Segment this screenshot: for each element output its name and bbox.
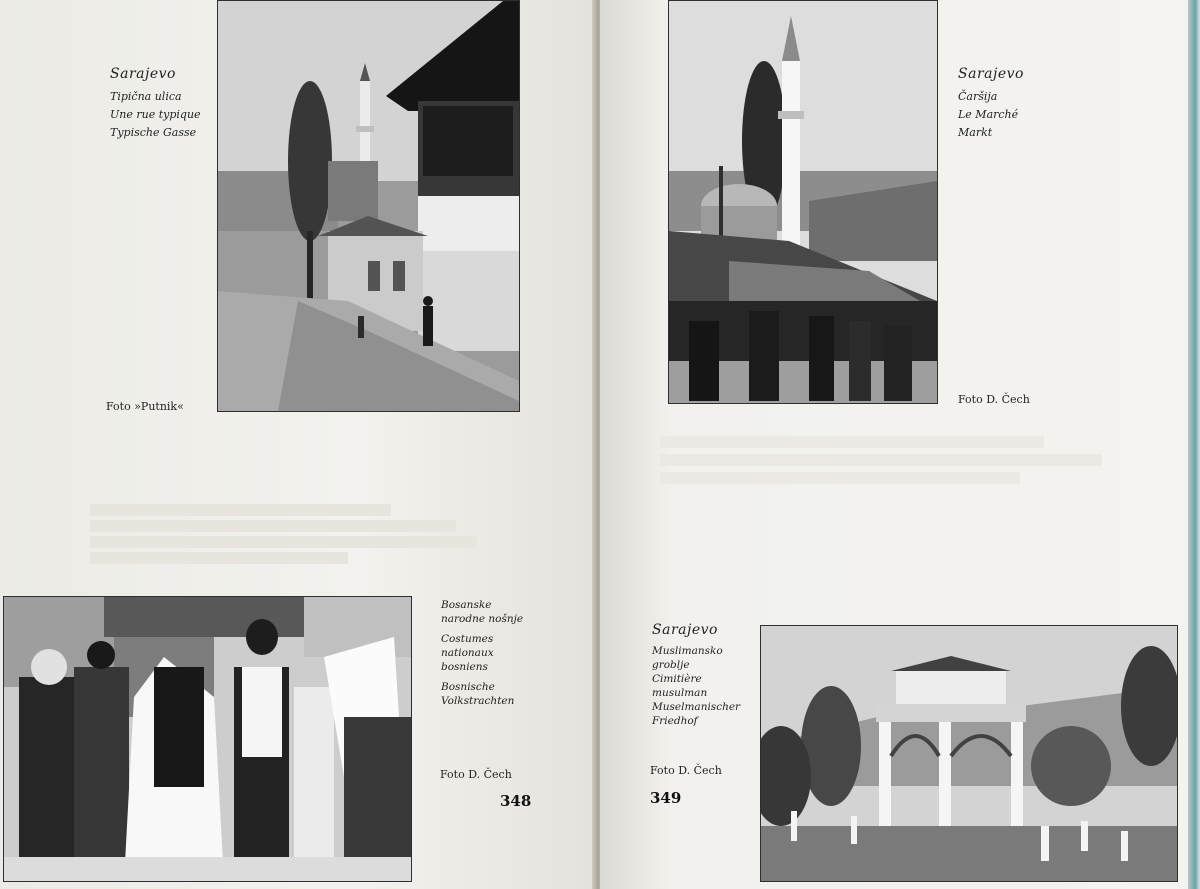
photo-credit: Foto D. Čech (440, 768, 512, 781)
caption-line: Tipična ulica (110, 90, 182, 103)
caption-line: nationaux (441, 647, 494, 659)
caption-line: narodne nošnje (441, 613, 524, 625)
caption-line: Costumes (441, 633, 494, 645)
street-caption (110, 66, 210, 142)
photo-credit: Foto D. Čech (958, 393, 1030, 406)
caption-line: groblje (652, 659, 690, 671)
page-edge (1188, 0, 1200, 889)
costumes-caption (441, 598, 561, 708)
caption-line: Cimitière (652, 673, 702, 685)
caption-title: Sarajevo (958, 66, 1024, 82)
right-page (600, 0, 1190, 889)
page-number: 349 (650, 789, 682, 807)
photo-credit: Foto »Putnik« (106, 400, 184, 413)
page-number: 348 (500, 792, 532, 810)
cemetery-caption (652, 622, 762, 728)
caption-line: Bosnische (441, 681, 495, 693)
caption-line: Bosanske (441, 599, 492, 611)
caption-line: Typische Gasse (110, 126, 197, 139)
caption-line: Une rue typique (110, 108, 201, 121)
caption-line: Muslimansko (652, 645, 723, 657)
left-page (0, 0, 596, 889)
caption-line: Le Marché (958, 108, 1019, 121)
caption-title: Sarajevo (652, 622, 718, 638)
caption-title: Sarajevo (110, 66, 176, 82)
cemetery-photo (760, 625, 1178, 882)
caption-line: Čaršija (958, 90, 998, 103)
show-through-text (90, 500, 520, 568)
caption-line: bosniens (441, 661, 488, 673)
market-photo (668, 0, 938, 404)
caption-line: Volkstrachten (441, 695, 515, 707)
show-through-text (660, 430, 1140, 490)
caption-line: Muselmanischer (652, 701, 741, 713)
costumes-photo (3, 596, 412, 882)
caption-line: musulman (652, 687, 708, 699)
street-photo (217, 0, 520, 412)
caption-line: Markt (958, 126, 993, 139)
market-caption (958, 66, 1068, 142)
photo-credit: Foto D. Čech (650, 764, 722, 777)
caption-line: Friedhof (652, 715, 698, 727)
